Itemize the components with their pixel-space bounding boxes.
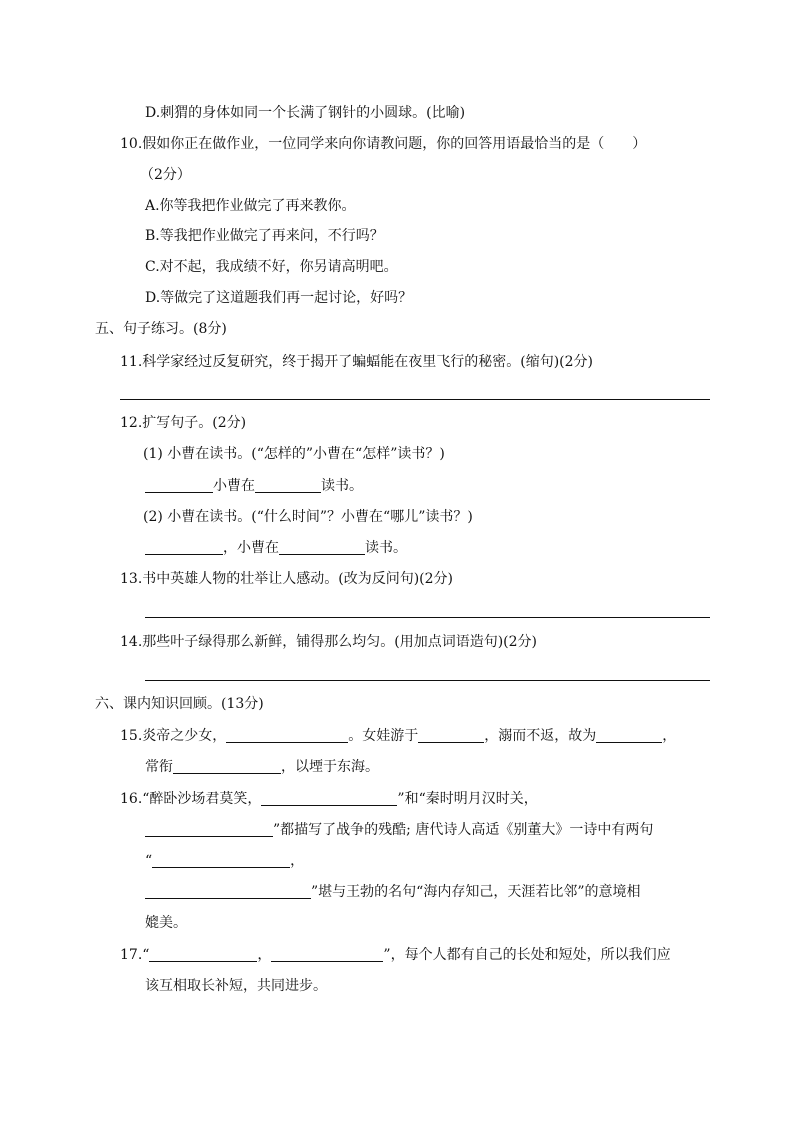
question-15-line1 xyxy=(120,726,676,746)
option-10b: B.等我把作业做完了再来问，不行吗？ xyxy=(145,228,384,244)
text-15-a: 15.炎帝之少女， xyxy=(120,728,227,744)
question-12-part1: (1) 小曹在读书。(“怎样的”小曹在“怎样”读书？) xyxy=(143,446,445,462)
question-17-line1 xyxy=(120,945,671,965)
question-12-part1-answer xyxy=(145,476,363,496)
blank-15-3[interactable] xyxy=(596,726,662,743)
answer-line-14[interactable] xyxy=(145,680,710,681)
question-16-line1 xyxy=(120,789,538,809)
question-12-part2: (2) 小曹在读书。(“什么时间”？小曹在“哪儿”读书？) xyxy=(143,509,473,525)
text-15-f: ，以堙于东海。 xyxy=(281,759,379,775)
section-6-title: 六、课内知识回顾。(13分) xyxy=(95,696,264,712)
question-12-part2-answer xyxy=(145,538,407,558)
text-16-e: ， xyxy=(290,853,305,869)
blank-17-1[interactable] xyxy=(149,945,257,962)
option-10c: C.对不起，我成绩不好，你另请高明吧。 xyxy=(145,259,398,275)
blank-15-4[interactable] xyxy=(173,757,281,774)
text-16-f: ”堪与王勃的名句“海内存知己，天涯若比邻”的意境相 xyxy=(311,884,641,900)
text-12-1-end: 读书。 xyxy=(321,478,363,494)
blank-12-1a[interactable] xyxy=(145,476,213,493)
text-17-c: ”，每个人都有自己的长处和短处，所以我们应 xyxy=(383,947,671,963)
question-16-line2 xyxy=(145,820,653,840)
blank-16-3[interactable] xyxy=(152,851,290,868)
question-10-stem: 10.假如你正在做作业，一位同学来向你请教问题，你的回答用语最恰当的是（ ） xyxy=(120,136,647,152)
text-16-b: ”和“秦时明月汉时关， xyxy=(397,791,538,807)
question-16-line5: 媲美。 xyxy=(145,915,187,931)
option-10a: A.你等我把作业做完了再来教你。 xyxy=(145,198,356,214)
blank-12-2a[interactable] xyxy=(145,538,223,555)
text-12-2-mid: ，小曹在 xyxy=(223,540,279,556)
option-10d: D.等做完了这道题我们再一起讨论，好吗？ xyxy=(145,290,413,306)
question-10-score: （2分） xyxy=(140,167,191,183)
text-17-a: 17.“ xyxy=(120,947,150,963)
question-17-line2: 该互相取长补短，共同进步。 xyxy=(145,978,327,994)
question-16-line3 xyxy=(145,851,304,871)
blank-16-1[interactable] xyxy=(261,789,397,806)
question-16-line4 xyxy=(145,882,640,902)
text-16-a: 16.“醉卧沙场君莫笑， xyxy=(120,791,262,807)
section-5-title: 五、句子练习。(8分) xyxy=(95,321,227,337)
text-15-d: ， xyxy=(662,728,677,744)
text-16-d: “ xyxy=(145,853,153,869)
question-14: 14.那些叶子绿得那么新鲜，铺得那么均匀。(用加点词语造句)(2分) xyxy=(120,634,538,650)
blank-16-4[interactable] xyxy=(145,882,311,899)
question-11: 11.科学家经过反复研究，终于揭开了蝙蝠能在夜里飞行的秘密。(缩句)(2分) xyxy=(120,354,594,370)
text-12-2-end: 读书。 xyxy=(365,540,407,556)
text-15-c: ，溺而不返，故为 xyxy=(484,728,597,744)
question-12-stem: 12.扩写句子。(2分) xyxy=(120,415,247,431)
blank-17-2[interactable] xyxy=(271,945,383,962)
text-15-e: 常衔 xyxy=(145,759,173,775)
answer-line-11[interactable] xyxy=(120,399,710,400)
option-9d: D.刺猬的身体如同一个长满了钢针的小圆球。(比喻) xyxy=(145,105,466,121)
answer-line-13[interactable] xyxy=(145,617,710,618)
blank-15-1[interactable] xyxy=(226,726,348,743)
blank-12-2b[interactable] xyxy=(279,538,365,555)
blank-12-1b[interactable] xyxy=(255,476,321,493)
text-17-b: ， xyxy=(257,947,272,963)
question-15-line2 xyxy=(145,757,379,777)
text-12-1-mid: 小曹在 xyxy=(213,478,255,494)
text-15-b: 。女娃游于 xyxy=(348,728,419,744)
blank-15-2[interactable] xyxy=(418,726,484,743)
blank-16-2[interactable] xyxy=(145,820,273,837)
text-16-c: ”都描写了战争的残酷; 唐代诗人高适《别董大》一诗中有两句 xyxy=(273,822,654,838)
question-13: 13.书中英雄人物的壮举让人感动。(改为反问句)(2分) xyxy=(120,571,454,587)
